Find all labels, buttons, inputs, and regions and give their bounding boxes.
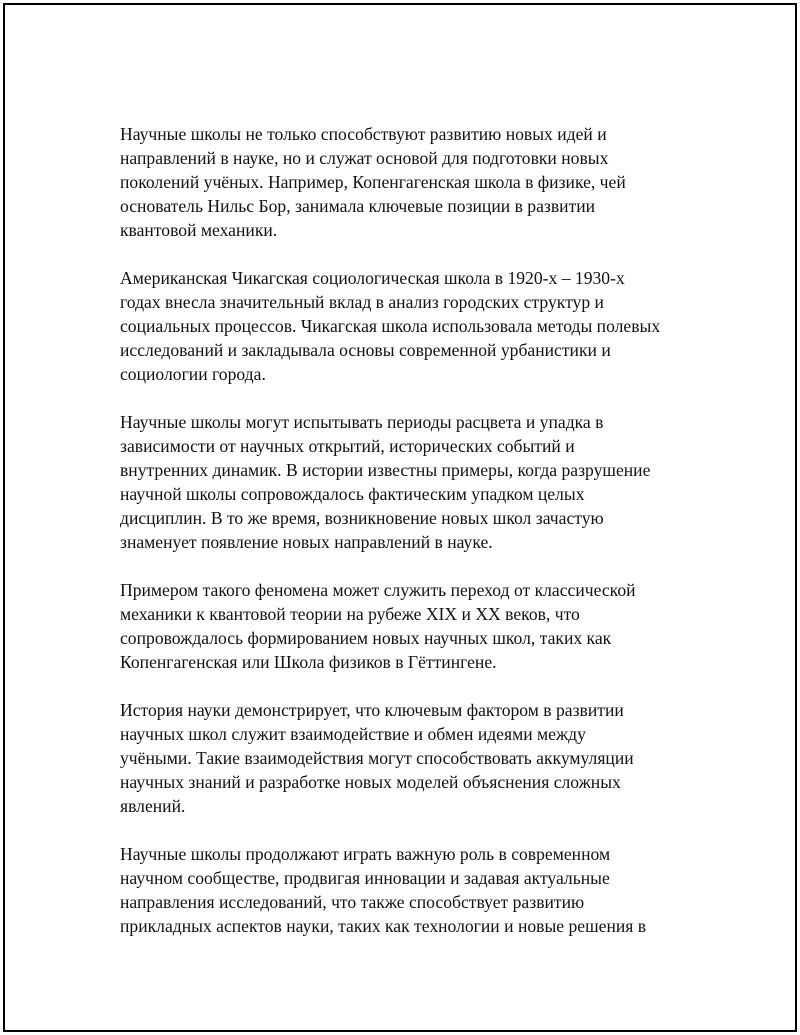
paragraph-4: Примером такого феномена может служить переход от классической механики к квантовой теории на рубеже XIX и XX веков, что сопровождалось формированием новых научных школ, таких как Копенгагенская или Школа физиков в Гёттингене.: [120, 580, 636, 672]
paragraph-5: История науки демонстрирует, что ключевым фактором в развитии научных школ служит взаимодействие и обмен идеями между учёными. Такие взаимодействия могут способствовать аккумуляции научных знаний и разработке новых моделей объяснения сложных явлений.: [120, 700, 634, 816]
paragraph-3: Научные школы могут испытывать периоды расцвета и упадка в зависимости от научных открытий, исторических событий и внутренних динамик. В истории известны примеры, когда разрушение научной школы сопровождалось фактическим упадком целых дисциплин. В то же время, возникновение новых школ зачастую знаменует появление новых направлений в науке.: [120, 412, 651, 552]
document-page: [3, 3, 797, 1032]
paragraph-2: Американская Чикагская социологическая школа в 1920-х – 1930-х годах внесла значительный вклад в анализ городских структур и социальных процессов. Чикагская школа использовала методы полевых исследований и закладывала основы современной урбанистики и социологии города.: [120, 268, 661, 384]
paragraph-6: Научные школы продолжают играть важную роль в современном научном сообществе, продвигая инновации и задавая актуальные направления исследований, что также способствует развитию прикладных аспектов науки, таких как технологии и новые решения в: [120, 844, 647, 936]
paragraph-1: Научные школы не только способствуют развитию новых идей и направлений в науке, но и служат основой для подготовки новых поколений учёных. Например, Копенгагенская школа в физике, чей основатель Нильс Бор, занимала ключевые позиции в развитии квантовой механики.: [120, 124, 626, 240]
document-body: [120, 122, 700, 962]
